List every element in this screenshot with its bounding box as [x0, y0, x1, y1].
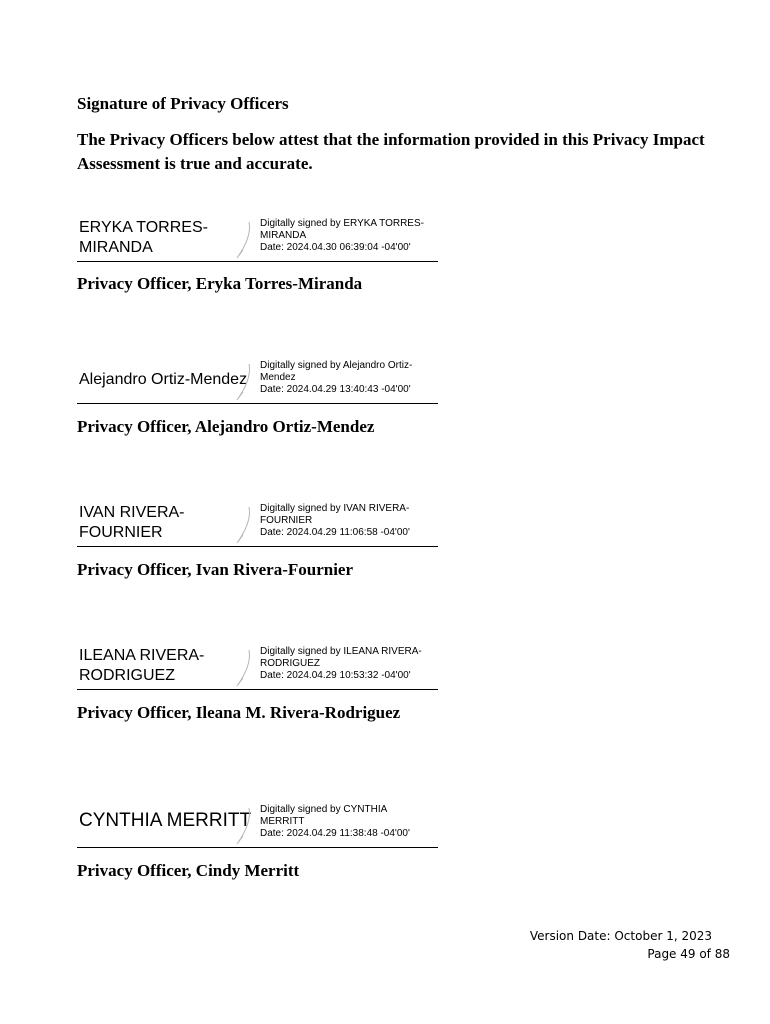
signature-details [260, 360, 412, 396]
signature-line [77, 847, 438, 848]
signature-line [77, 261, 438, 262]
signer-name-line1: ILEANA RIVERA- [79, 647, 205, 664]
officer-caption: Privacy Officer, Alejandro Ortiz-Mendez [77, 417, 375, 436]
version-date: Version Date: October 1, 2023 [529, 929, 712, 943]
signature-date: Date: 2024.04.29 13:40:43 -04'00' [260, 384, 411, 395]
section-title: Signature of Privacy Officers [77, 94, 289, 113]
officer-caption: Privacy Officer, Ileana M. Rivera-Rodriguez [77, 703, 401, 722]
signature-date: Date: 2024.04.29 11:38:48 -04'00' [260, 828, 410, 839]
signature-block-merritt[interactable] [77, 800, 438, 848]
signer-name: CYNTHIA MERRITT [79, 810, 252, 831]
signature-block-torres-miranda[interactable] [77, 214, 438, 262]
officer-caption: Privacy Officer, Cindy Merritt [77, 861, 300, 880]
signature-block-rivera-rodriguez[interactable] [77, 642, 438, 690]
digital-signature-check-icon [235, 505, 257, 545]
signer-name [79, 218, 208, 258]
signature-date: Date: 2024.04.29 11:06:58 -04'00' [260, 527, 410, 538]
signed-by-text-cont: FOURNIER [260, 515, 313, 526]
officer-caption: Privacy Officer, Ivan Rivera-Fournier [77, 560, 354, 579]
signer-name-line1: IVAN RIVERA- [79, 504, 185, 521]
signer-name-line1: ERYKA TORRES- [79, 219, 208, 236]
signer-name [79, 646, 204, 686]
signed-by-text-cont: MERRITT [260, 816, 305, 827]
signed-by-text-cont: RODRIGUEZ [260, 658, 320, 669]
signed-by-text-cont: Mendez [260, 372, 296, 383]
page-number: Page 49 of 88 [647, 947, 730, 961]
signer-name: Alejandro Ortiz-Mendez [79, 371, 248, 388]
signature-date: Date: 2024.04.30 06:39:04 -04'00' [260, 242, 411, 253]
signature-line [77, 546, 438, 547]
digital-signature-check-icon [235, 220, 257, 260]
signature-block-rivera-fournier[interactable] [77, 499, 438, 547]
signature-line [77, 689, 438, 690]
signature-line [77, 403, 438, 404]
signed-by-text: Digitally signed by ERYKA TORRES- [260, 218, 424, 229]
signed-by-text: Digitally signed by Alejandro Ortiz- [260, 360, 413, 371]
signed-by-text: Digitally signed by ILEANA RIVERA- [260, 646, 422, 657]
signature-date: Date: 2024.04.29 10:53:32 -04'00' [260, 670, 411, 681]
officer-caption: Privacy Officer, Eryka Torres-Miranda [77, 274, 363, 293]
signature-details [260, 218, 424, 254]
signature-details [260, 804, 410, 840]
signature-block-ortiz-mendez[interactable] [77, 356, 438, 404]
signer-name-line2: FOURNIER [79, 524, 163, 541]
signer-name [79, 503, 185, 543]
attestation-statement: The Privacy Officers below attest that the information provided in this Privacy Impact Assessment is true and accurate. [77, 130, 705, 173]
digital-signature-check-icon [235, 806, 257, 846]
signed-by-text: Digitally signed by IVAN RIVERA- [260, 503, 410, 514]
signature-details [260, 646, 422, 682]
signature-details [260, 503, 410, 539]
signer-name-line2: RODRIGUEZ [79, 667, 175, 684]
signed-by-text: Digitally signed by CYNTHIA [260, 804, 388, 815]
digital-signature-check-icon [235, 648, 257, 688]
signer-name-line2: MIRANDA [79, 239, 153, 256]
signed-by-text-cont: MIRANDA [260, 230, 307, 241]
digital-signature-check-icon [235, 362, 257, 402]
